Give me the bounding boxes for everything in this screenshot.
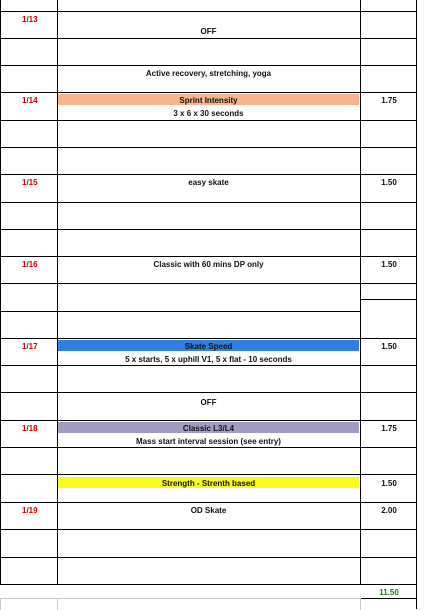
row-line (0, 65, 417, 66)
activity-cell: Active recovery, stretching, yoga (145, 69, 272, 78)
sheet-cell[interactable] (57, 598, 361, 610)
hours-cell: 1.75 (381, 96, 397, 105)
activity-cell: 3 x 6 x 30 seconds (173, 109, 244, 118)
row-line (360, 598, 417, 599)
activity-cell: Classic with 60 mins DP only (153, 260, 264, 269)
column-line (360, 0, 361, 585)
hours-cell: 1.50 (381, 479, 397, 488)
date-cell: 1/17 (22, 342, 38, 351)
row-line (0, 147, 417, 148)
row-line (0, 365, 417, 366)
column-line (0, 0, 1, 585)
row-line (0, 338, 417, 339)
row-line (0, 311, 361, 312)
activity-cell: Skate Speed (184, 342, 233, 351)
date-cell: 1/16 (22, 260, 38, 269)
row-line (0, 420, 417, 421)
sheet-cell[interactable] (0, 598, 58, 610)
row-line (0, 92, 417, 93)
row-line (0, 202, 417, 203)
activity-cell: OD Skate (190, 506, 227, 515)
activity-cell: Mass start interval session (see entry) (136, 437, 281, 446)
row-line (0, 447, 417, 448)
date-cell: 1/15 (22, 178, 38, 187)
date-cell: 1/19 (22, 506, 38, 515)
activity-cell: OFF (200, 398, 217, 407)
row-line (0, 38, 417, 39)
date-cell: 1/13 (22, 15, 38, 24)
column-line (57, 0, 58, 585)
date-cell: 1/14 (22, 96, 38, 105)
hours-cell: 1.50 (381, 260, 397, 269)
hours-cell: 1.50 (381, 342, 397, 351)
row-line (0, 120, 417, 121)
row-line (0, 502, 417, 503)
hours-cell: 2.00 (381, 506, 397, 515)
hours-cell: 1.75 (381, 424, 397, 433)
row-line (0, 283, 417, 284)
activity-cell: OFF (200, 27, 217, 36)
activity-cell: Strength - Strenth based (161, 479, 256, 488)
row-line (0, 474, 417, 475)
activity-cell: Sprint Intensity (179, 96, 238, 105)
row-line (0, 557, 417, 558)
row-line (0, 174, 417, 175)
row-line (360, 299, 417, 300)
activity-cell: 5 x starts, 5 x uphill V1, 5 x flat - 10 seconds (125, 355, 292, 364)
row-line (0, 256, 417, 257)
row-line (0, 11, 417, 12)
row-line (0, 392, 417, 393)
date-cell: 1/18 (22, 424, 38, 433)
hours-cell: 1.50 (381, 178, 397, 187)
total-hours: 11.50 (379, 588, 399, 597)
activity-cell: easy skate (188, 178, 229, 187)
activity-cell: Classic L3/L4 (182, 424, 235, 433)
row-line (0, 529, 417, 530)
row-line (0, 229, 417, 230)
row-line (0, 584, 417, 585)
